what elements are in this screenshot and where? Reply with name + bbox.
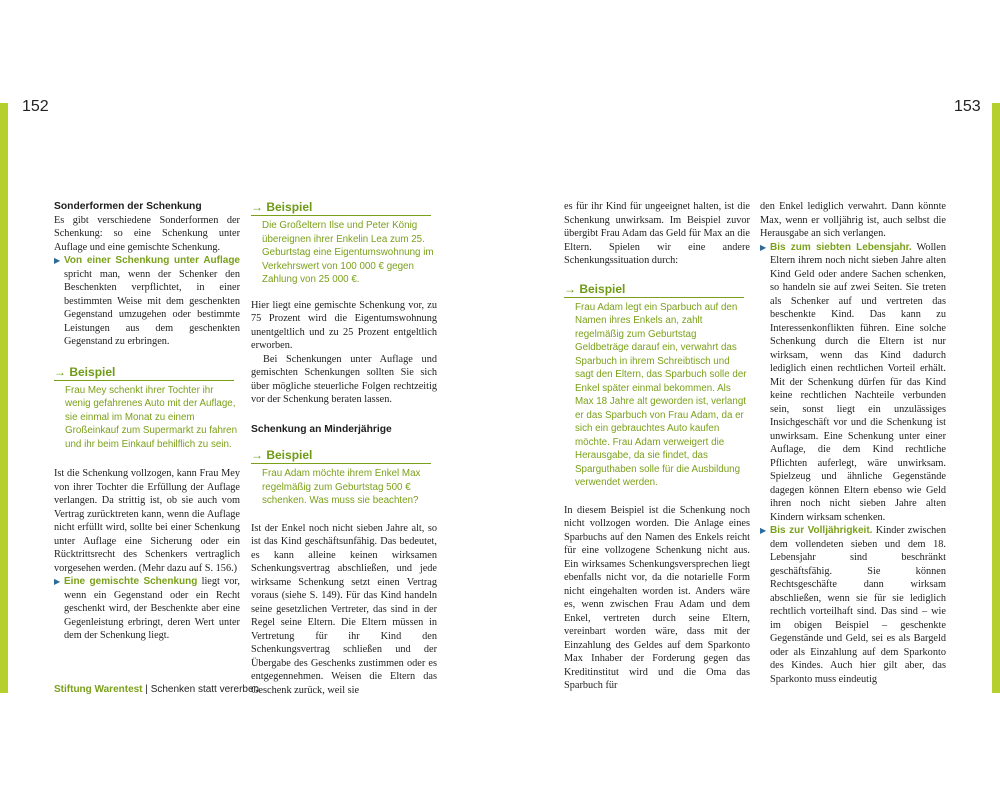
paragraph: Ist der Enkel noch nicht sieben Jahre alt, so ist das Kind geschäftsunfähig. Das bedeutet, es kann alleine keinen wirksamen Schenkungsvertrag abschließen, und jede wirksame Schenkung setzt einen Vertrag voraus (siehe S. 149). Für das Kind handeln seine gesetzlichen Vertreter, das sind in der Regel seine Eltern. Die Eltern müssen in Vertretung für ihr Kind den Schenkungsvertrag schließen und der Übergabe des Geschenks zustimmen oder es entgegennehmen. Weisen die Eltern das Geschenk zurück, weil sie — [251, 522, 437, 696]
example-text: Frau Mey schenkt ihrer Tochter ihr wenig gefahrenes Auto mit der Auflage, sie einmal im Monat zu einem Großeinkauf zum Supermarkt zu fahren und ihr beim Einkauf behilflich zu sein. — [65, 384, 238, 450]
example-text: Frau Adam möchte ihrem Enkel Max regelmäßig zum Geburtstag 500 € schenken. Was muss sie beachten? — [262, 468, 421, 506]
bullet-text: Wollen Eltern ihrem noch nicht sieben Jahre alten Kind Geld oder andere Sachen schenken, so handeln sie auf zwei Seiten. Sie treten als Schenker auf und vertreten das beschenkte Kind. Das kann zu Interessenkonflikten führen. Eine solche Schenkung durch die Eltern ist nur wirksam, wenn das Kind dadurch lediglich einen rechtlichen Vorteil erhält. Mit der Schenkung dürfen für das Kind keine rechtlichen Nachteile verbunden sein, sonst liegt ein unzulässiges Insichgeschäft vor und die Schenkung ist unwirksam. Eine Schenkung unter einer Auflage, die dem Kind rechtliche Pflichten auferlegt, wäre unwirksam. Spielzeug und ähnliche Gegenstände dagegen können Eltern ebenso wie Geld ihren noch nicht sieben Jahre alten Kindern wirksam schenken. — [770, 241, 947, 523]
arrow-icon: → — [564, 281, 580, 296]
page-number-right: 153 — [954, 98, 981, 115]
example-box — [54, 365, 240, 452]
bullet-item — [760, 241, 946, 525]
example-box — [251, 200, 437, 287]
left-edge-bar — [0, 103, 8, 693]
example-heading: → Beispiel — [564, 282, 744, 298]
example-text: Die Großeltern Ilse und Peter König übereignen ihrer Enkelin Lea zum 25. Geburtstag eine Eigentumswohnung im Verkehrswert von 100 000 € gegen Zahlung von 25 000 €. — [262, 220, 434, 285]
bullet-keyword: Von einer Schenkung unter Auflage — [64, 255, 240, 266]
bullet-item — [54, 575, 240, 643]
bullet-item — [760, 524, 946, 686]
example-heading: → Beispiel — [251, 448, 431, 464]
section-heading: Sonderformen der Schenkung — [54, 201, 202, 212]
example-text: Frau Adam legt ein Sparbuch auf den Namen ihres Enkels an, zahlt regelmäßig zum Geburtstag Geldbeträge darauf ein, verwahrt das Sparbuch in ihrem Schreibtisch und sagt den Eltern, das Sparbuch solle der Enkel später einmal bekommen. Als Max 18 Jahre alt geworden ist, verlangt er das Sparbuch von Frau Adam, da er sich ein gebrauchtes Auto kaufen möchte. Frau Adam verweigert die Herausgabe, da sie findet, das Sparguthaben solle für die Ausbildung verwendet werden. — [575, 301, 747, 488]
bullet-text: spricht man, wenn der Schenker den Beschenkten verpflichtet, in einer bestimmten Weise mit dem geschenkten Gegenstand umzugehen oder bestimmte Leistungen aus dem geschenkten Gegenstand zu erbringen. — [64, 268, 240, 347]
bullet-item — [54, 254, 240, 349]
page-footer — [54, 684, 259, 695]
bullet-keyword: Bis zum siebten Lebensjahr. — [770, 241, 912, 253]
column-4 — [760, 200, 946, 686]
example-box — [251, 448, 437, 508]
paragraph: den Enkel lediglich verwahrt. Dann könnte Max, wenn er volljährig ist, auch selbst die Herausgabe an sich verlangen. — [760, 201, 946, 239]
bullet-triangle-icon: ▶ — [760, 526, 767, 535]
column-3 — [564, 200, 750, 693]
section-heading: Schenkung an Minderjährige — [251, 423, 392, 435]
footer-separator: | — [145, 684, 148, 695]
bullet-keyword: Bis zur Volljährigkeit. — [770, 525, 873, 536]
bullet-triangle-icon: ▶ — [54, 256, 61, 265]
bullet-triangle-icon: ▶ — [54, 577, 61, 586]
arrow-icon: → — [54, 364, 70, 379]
footer-title: Schenken statt vererben — [150, 684, 260, 695]
page-number-left: 152 — [22, 98, 49, 115]
paragraph: Es gibt verschiedene Sonderformen der Schenkung: so eine Schenkung unter Auflage und eine gemischte Schenkung. — [54, 214, 240, 253]
paragraph: es für ihr Kind für ungeeignet halten, ist die Schenkung unwirksam. Im Beispiel zuvor übergibt Frau Adam das Geld für Max an die Eltern. Spielen wir eine andere Schenkungssituation durch: — [564, 201, 750, 266]
bullet-keyword: Eine gemischte Schenkung — [64, 576, 198, 587]
example-box — [564, 282, 750, 490]
bullet-text: liegt vor, wenn ein Gegenstand oder ein Recht geschenkt wird, der Beschenkte aber eine Gegenleistung erbringt, deren Wert unter dem der Schenkung liegt. — [64, 576, 240, 641]
paragraph: Hier liegt eine gemischte Schenkung vor, zu 75 Prozent wird die Eigentumswohnung unentgeltlich und zu 25 Prozent entgeltlich erworben. — [251, 299, 437, 351]
column-1 — [54, 200, 240, 643]
column-2 — [251, 200, 437, 697]
bullet-text: Kinder zwischen dem vollendeten sieben und dem 18. Lebensjahr sind beschränkt geschäftsfähig. Sie können Rechtsgeschäfte dann wirksam abschließen, wenn sie für sie lediglich rechtlich vorteilhaft sind. Das sind – wie im obigen Beispiel – geschenkte Gegenstände und Geld, sei es als Bargeld oder als Einzahlung auf dem Sparkonto des Kindes. Auch hier gilt aber, das Sparkonto muss eindeutig — [770, 525, 947, 685]
arrow-icon: → — [251, 448, 267, 462]
example-heading: → Beispiel — [54, 365, 234, 381]
paragraph: In diesem Beispiel ist die Schenkung noch nicht vollzogen worden. Die Anlage eines Sparbuchs auf den Namen des Enkels reicht für eine vollzogene Schenkung nicht aus. Ein wirksames Schenkungsversprechen liegt ebenfalls nicht vor, da die notarielle Form nicht eingehalten worden ist. Anders wäre es, wenn zwischen Frau Adam und dem Enkel, vertreten durch seine Eltern, vereinbart worden wäre, dass mit der Einzahlung des Geldes auf dem Sparkonto Max Inhaber der Forderung gegen das Kreditinstitut wird und die Oma das Sparbuch für — [564, 504, 750, 691]
paragraph: Ist die Schenkung vollzogen, kann Frau Mey von ihrer Tochter die Erfüllung der Auflage verlangen. Da strittig ist, ob sie auch vom Vertrag zurücktreten kann, wenn die Auflage nicht erfüllt wird, sollte bei einer Schenkung unter Auflage eine Sicherung oder ein Rücktrittsrecht des Schenkers vertraglich vorgesehen werden. (Mehr dazu auf S. 156.) — [54, 468, 240, 574]
right-edge-bar — [992, 103, 1000, 693]
paragraph: Bei Schenkungen unter Auflage und gemischten Schenkungen sollten Sie sich über mögliche steuerliche Folgen rechtzeitig vor der Schenkung beraten lassen. — [251, 353, 437, 405]
arrow-icon: → — [251, 200, 267, 214]
example-heading: → Beispiel — [251, 200, 431, 216]
footer-brand: Stiftung Warentest — [54, 684, 143, 695]
bullet-triangle-icon: ▶ — [760, 242, 767, 252]
